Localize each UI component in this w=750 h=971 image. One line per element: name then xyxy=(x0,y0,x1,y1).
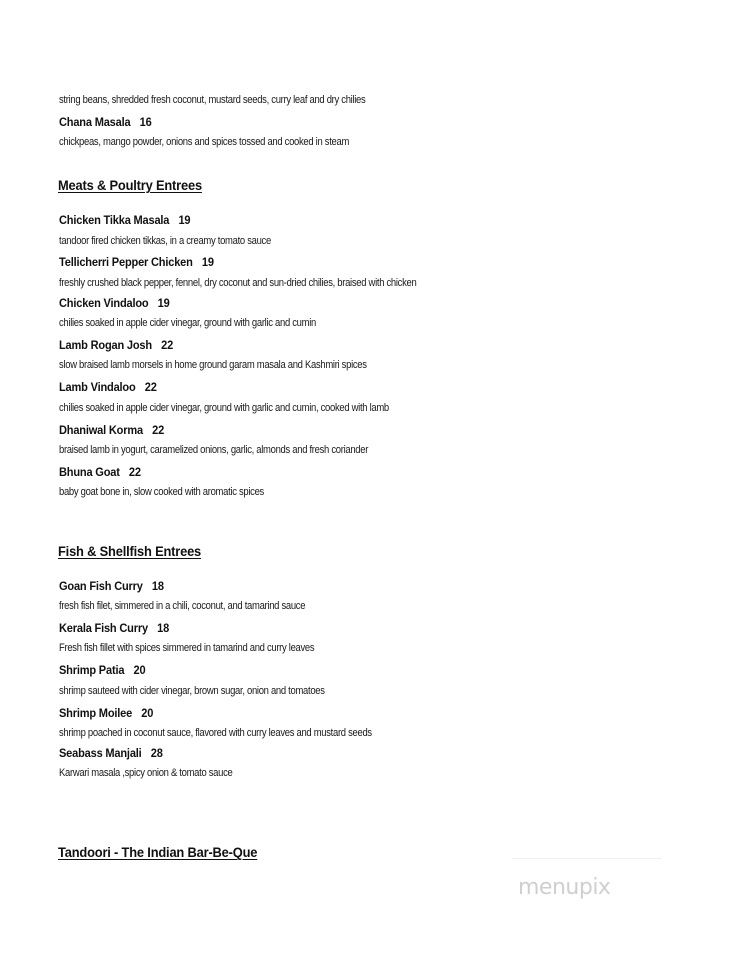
item-price: 20 xyxy=(133,663,146,677)
item-price: 22 xyxy=(144,380,157,394)
item-description: baby goat bone in, slow cooked with aromatic spices xyxy=(59,486,264,498)
item-description: string beans, shredded fresh coconut, mustard seeds, curry leaf and dry chilies xyxy=(59,94,366,106)
menu-item-name xyxy=(59,255,214,269)
watermark-text: menupix xyxy=(518,875,611,900)
item-name: Bhuna Goat xyxy=(59,465,120,479)
item-description: fresh fish filet, simmered in a chili, coconut, and tamarind sauce xyxy=(59,600,306,612)
item-description: shrimp poached in coconut sauce, flavored with curry leaves and mustard seeds xyxy=(59,727,372,739)
section-heading-tandoori: Tandoori - The Indian Bar-Be-Que xyxy=(58,844,258,860)
item-name: Tellicherri Pepper Chicken xyxy=(59,255,193,269)
item-price: 22 xyxy=(161,338,174,352)
item-price: 28 xyxy=(150,746,163,760)
item-description: shrimp sauteed with cider vinegar, brown sugar, onion and tomatoes xyxy=(59,685,325,697)
item-price: 19 xyxy=(178,213,191,227)
item-name: Seabass Manjali xyxy=(59,746,142,760)
item-price: 20 xyxy=(141,706,154,720)
item-description: freshly crushed black pepper, fennel, dry coconut and sun-dried chilies, braised with chicken xyxy=(59,277,417,289)
item-price: 19 xyxy=(201,255,214,269)
item-name: Kerala Fish Curry xyxy=(59,621,148,635)
menu-item-name xyxy=(59,115,152,129)
item-name: Goan Fish Curry xyxy=(59,579,143,593)
watermark-rule xyxy=(512,858,662,859)
item-description: slow braised lamb morsels in home ground garam masala and Kashmiri spices xyxy=(59,359,367,371)
menu-item-name xyxy=(59,706,153,720)
item-name: Shrimp Moilee xyxy=(59,706,133,720)
menu-item-name xyxy=(59,380,157,394)
item-name: Chana Masala xyxy=(59,115,131,129)
item-description: chickpeas, mango powder, onions and spices tossed and cooked in steam xyxy=(59,136,350,148)
section-heading-meats: Meats & Poultry Entrees xyxy=(58,177,202,193)
menu-item-name xyxy=(59,465,141,479)
menu-item-name xyxy=(59,746,163,760)
item-name: Lamb Vindaloo xyxy=(59,380,136,394)
section-heading-fish: Fish & Shellfish Entrees xyxy=(58,543,202,559)
menu-item-name xyxy=(59,663,145,677)
item-name: Chicken Tikka Masala xyxy=(59,213,170,227)
item-price: 18 xyxy=(151,579,164,593)
menu-item-name xyxy=(59,579,164,593)
menu-item-name xyxy=(59,621,169,635)
item-name: Dhaniwal Korma xyxy=(59,423,143,437)
menu-item-name xyxy=(59,296,170,310)
item-price: 19 xyxy=(157,296,170,310)
item-description: tandoor fired chicken tikkas, in a creamy tomato sauce xyxy=(59,235,271,247)
item-description: chilies soaked in apple cider vinegar, ground with garlic and cumin xyxy=(59,317,316,329)
item-description: braised lamb in yogurt, caramelized onions, garlic, almonds and fresh coriander xyxy=(59,444,369,456)
item-price: 22 xyxy=(128,465,141,479)
item-price: 22 xyxy=(152,423,165,437)
menu-item-name xyxy=(59,423,164,437)
item-description: Karwari masala ,spicy onion & tomato sauce xyxy=(59,767,233,779)
item-price: 16 xyxy=(139,115,152,129)
item-name: Shrimp Patia xyxy=(59,663,125,677)
item-price: 18 xyxy=(157,621,170,635)
item-description: Fresh fish fillet with spices simmered in tamarind and curry leaves xyxy=(59,642,315,654)
item-name: Chicken Vindaloo xyxy=(59,296,149,310)
item-name: Lamb Rogan Josh xyxy=(59,338,152,352)
menupix-watermark-logo xyxy=(516,868,666,908)
item-description: chilies soaked in apple cider vinegar, ground with garlic and cumin, cooked with lamb xyxy=(59,402,389,414)
menu-item-name xyxy=(59,338,173,352)
menu-item-name xyxy=(59,213,190,227)
